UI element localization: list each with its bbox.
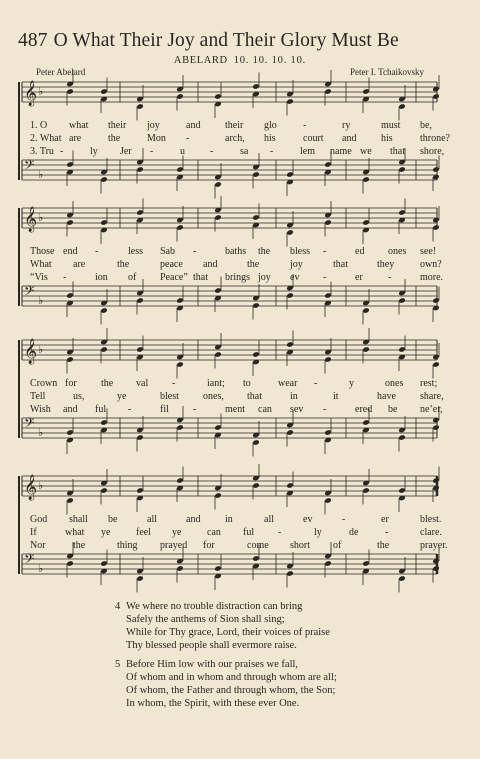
lyric-syllable: in: [290, 391, 298, 402]
lyric-syllable: the: [73, 540, 86, 551]
flat-icon: ♭: [38, 85, 44, 98]
lyric-syllable: ones: [385, 378, 404, 389]
lyric-syllable: -: [323, 404, 327, 415]
flat-icon: ♭: [38, 168, 44, 181]
lyric-syllable: -: [303, 120, 307, 131]
lyric-syllable: arch,: [225, 133, 245, 144]
lyric-syllable: shore,: [420, 146, 445, 157]
lyric-syllable: have: [377, 391, 396, 402]
lyric-syllable: -: [342, 514, 346, 525]
lyric-syllable: ry: [342, 120, 351, 131]
lyric-syllable: court: [303, 133, 324, 144]
lyric-syllable: clare.: [420, 527, 442, 538]
bass-clef-icon: 𝄢: [24, 283, 35, 302]
flat-icon: ♭: [38, 211, 44, 224]
lyric-syllable: his: [381, 133, 393, 144]
lyric-line: [0, 133, 480, 145]
lyric-syllable: rest;: [420, 378, 438, 389]
lyric-syllable: -: [193, 246, 197, 257]
lyric-syllable: wear: [278, 378, 298, 389]
lyric-syllable: all: [264, 514, 274, 525]
hymn-title-text: O What Their Joy and Their Glory Must Be: [53, 30, 399, 51]
lyric-syllable: and: [186, 514, 201, 525]
lyric-syllable: joy: [147, 120, 160, 131]
lyric-syllable: be: [108, 514, 118, 525]
lyric-syllable: -: [323, 246, 327, 257]
lyric-syllable: ones: [388, 246, 407, 257]
lyric-syllable: thing: [117, 540, 138, 551]
flat-icon: ♭: [38, 343, 44, 356]
lyric-syllable: -: [193, 404, 197, 415]
hymn-title: [18, 30, 468, 52]
lyric-syllable: are: [73, 259, 86, 270]
lyric-syllable: shall: [69, 514, 88, 525]
lyric-syllable: that: [333, 259, 348, 270]
lyric-syllable: ye: [172, 527, 182, 538]
lyric-syllable: ered: [355, 404, 373, 415]
lyric-syllable: joy: [258, 272, 271, 283]
lyric-syllable: can: [207, 527, 221, 538]
lyric-syllable: and: [203, 259, 218, 270]
verse-line: Of whom and in whom and through whom are all;: [126, 672, 337, 683]
lyric-line: [0, 514, 480, 526]
lyric-syllable: his: [264, 133, 276, 144]
lyric-syllable: all: [147, 514, 157, 525]
tune-meter: 10. 10. 10. 10.: [233, 55, 307, 66]
lyric-syllable: ful: [243, 527, 255, 538]
lyric-syllable: “Vis: [30, 272, 48, 283]
lyric-syllable: must: [381, 120, 401, 131]
flat-icon: ♭: [38, 562, 44, 575]
lyric-syllable: the: [247, 259, 260, 270]
lyric-syllable: -: [95, 246, 99, 257]
lyric-syllable: blest.: [420, 514, 442, 525]
lyric-syllable: 2. What: [30, 133, 62, 144]
lyric-syllable: less: [128, 246, 143, 257]
lyric-syllable: er: [381, 514, 389, 525]
lyric-syllable: of: [333, 540, 342, 551]
lyric-syllable: -: [385, 527, 389, 538]
lyric-syllable: what: [65, 527, 85, 538]
lyric-syllable: of: [128, 272, 137, 283]
lyric-syllable: and: [63, 404, 78, 415]
lyric-syllable: the: [377, 540, 390, 551]
music-credit: Peter I. Tchaikovsky: [350, 67, 424, 77]
flat-icon: ♭: [38, 479, 44, 492]
treble-clef-icon: 𝄞: [24, 207, 38, 232]
lyric-syllable: ye: [101, 527, 111, 538]
lyric-syllable: Wish: [30, 404, 51, 415]
lyric-syllable: sev: [290, 404, 304, 415]
lyric-line: [0, 540, 480, 552]
lyric-syllable: that: [390, 146, 405, 157]
lyric-syllable: that: [193, 272, 208, 283]
lyric-syllable: Nor: [30, 540, 46, 551]
lyric-syllable: ones,: [203, 391, 224, 402]
lyric-syllable: bless: [290, 246, 310, 257]
bass-clef-icon: 𝄢: [24, 157, 35, 176]
lyric-syllable: see!: [420, 246, 437, 257]
lyric-syllable: ye: [117, 391, 127, 402]
lyric-syllable: -: [270, 146, 274, 157]
lyric-syllable: and: [186, 120, 201, 131]
lyric-line: [0, 120, 480, 132]
bass-clef-icon: 𝄢: [24, 415, 35, 434]
words-credit: Peter Abelard: [36, 67, 86, 77]
lyric-syllable: ed: [355, 246, 365, 257]
lyric-syllable: y: [349, 378, 354, 389]
lyric-line: [0, 146, 480, 158]
lyric-syllable: it: [333, 391, 339, 402]
lyric-syllable: are: [69, 133, 82, 144]
lyric-syllable: us,: [73, 391, 85, 402]
lyric-syllable: er: [355, 272, 363, 283]
verse-line: Before Him low with our praises we fall,: [126, 659, 299, 670]
lyric-syllable: iant;: [207, 378, 225, 389]
lyric-syllable: be: [388, 404, 398, 415]
hymn-number: 487: [18, 30, 48, 51]
lyric-syllable: they: [377, 259, 395, 270]
lyric-syllable: in: [225, 514, 233, 525]
lyric-syllable: share,: [420, 391, 444, 402]
lyric-syllable: the: [117, 259, 130, 270]
verse-4: [115, 600, 455, 652]
lyric-line: [0, 246, 480, 258]
flat-icon: ♭: [38, 426, 44, 439]
lyric-syllable: ly: [90, 146, 98, 157]
lyric-syllable: Sab: [160, 246, 175, 257]
lyric-line: [0, 272, 480, 284]
verse-line: Of whom, the Father and through whom, the Son;: [126, 685, 336, 696]
lyric-line: [0, 527, 480, 539]
lyric-syllable: -: [210, 146, 214, 157]
lyric-syllable: fil: [160, 404, 169, 415]
lyric-syllable: prayer.: [420, 540, 448, 551]
treble-clef-icon: 𝄞: [24, 81, 38, 106]
lyric-syllable: de: [349, 527, 359, 538]
lyric-syllable: -: [314, 378, 318, 389]
lyric-syllable: blest: [160, 391, 179, 402]
lyric-syllable: short: [290, 540, 310, 551]
verse-line: While for Thy grace, Lord, their voices of praise: [126, 627, 330, 638]
verse-5: [115, 658, 455, 710]
lyric-syllable: peace: [160, 259, 183, 270]
lyric-syllable: own?: [420, 259, 442, 270]
lyric-syllable: -: [186, 133, 190, 144]
lyric-syllable: end: [63, 246, 78, 257]
lyric-syllable: to: [243, 378, 251, 389]
lyric-syllable: glo: [264, 120, 277, 131]
lyric-syllable: -: [388, 272, 392, 283]
lyric-syllable: Crown: [30, 378, 58, 389]
lyric-syllable: for: [65, 378, 77, 389]
lyric-line: [0, 259, 480, 271]
lyric-syllable: sa: [240, 146, 249, 157]
lyric-syllable: Jer: [120, 146, 132, 157]
verse-line: In whom, the Spirit, with these ever One.: [126, 698, 300, 709]
lyric-syllable: their: [225, 120, 244, 131]
lyric-syllable: What: [30, 259, 52, 270]
lyric-syllable: more.: [420, 272, 444, 283]
lyric-syllable: that: [247, 391, 262, 402]
lyric-syllable: -: [172, 378, 176, 389]
lyric-syllable: -: [63, 272, 67, 283]
lyric-syllable: can: [258, 404, 272, 415]
lyric-syllable: baths: [225, 246, 247, 257]
lyric-syllable: -: [128, 404, 132, 415]
lyric-syllable: the: [108, 133, 121, 144]
verse-number: 4: [115, 601, 121, 612]
flat-icon: ♭: [38, 294, 44, 307]
lyric-syllable: God: [30, 514, 48, 525]
lyric-line: [0, 391, 480, 403]
lyric-syllable: come: [247, 540, 269, 551]
tune-name: ABELARD: [173, 55, 228, 66]
lyric-line: [0, 404, 480, 416]
lyric-syllable: prayed: [160, 540, 188, 551]
lyric-syllable: -: [323, 272, 327, 283]
lyric-syllable: ly: [314, 527, 322, 538]
lyric-syllable: brings: [225, 272, 250, 283]
additional-verses: [115, 600, 455, 716]
lyric-syllable: -: [60, 146, 64, 157]
lyric-syllable: throne?: [420, 133, 450, 144]
lyric-syllable: 1. O: [30, 120, 48, 131]
lyric-syllable: what: [69, 120, 89, 131]
lyric-syllable: -: [278, 527, 282, 538]
lyric-syllable: their: [108, 120, 127, 131]
treble-clef-icon: 𝄞: [24, 475, 38, 500]
tune-info: [0, 55, 480, 66]
verse-line: Thy blessed people shall evermore raise.: [126, 640, 297, 651]
lyric-syllable: Mon: [147, 133, 166, 144]
lyric-syllable: If: [30, 527, 37, 538]
lyric-syllable: Peace”: [160, 272, 188, 283]
treble-clef-icon: 𝄞: [24, 339, 38, 364]
lyric-syllable: we: [360, 146, 372, 157]
lyric-syllable: ful: [95, 404, 107, 415]
lyric-syllable: -: [150, 146, 154, 157]
lyric-syllable: Those: [30, 246, 55, 257]
lyric-syllable: the: [258, 246, 271, 257]
lyric-syllable: the: [101, 378, 114, 389]
lyric-syllable: ne’er,: [420, 404, 443, 415]
lyric-syllable: ev: [290, 272, 300, 283]
lyric-syllable: ment: [225, 404, 245, 415]
lyric-syllable: Tell: [30, 391, 46, 402]
lyric-syllable: 3. Tru: [30, 146, 54, 157]
lyric-syllable: name: [330, 146, 352, 157]
lyric-syllable: for: [203, 540, 215, 551]
bass-clef-icon: 𝄢: [24, 551, 35, 570]
lyric-line: [0, 378, 480, 390]
verse-line: Safely the anthems of Sion shall sing;: [126, 614, 285, 625]
lyric-syllable: be,: [420, 120, 432, 131]
lyric-syllable: val: [136, 378, 149, 389]
lyric-syllable: ev: [303, 514, 313, 525]
verse-number: 5: [115, 659, 121, 670]
lyric-syllable: and: [342, 133, 357, 144]
verse-line: We where no trouble distraction can bring: [126, 601, 303, 612]
lyric-syllable: joy: [290, 259, 303, 270]
lyric-syllable: u: [180, 146, 185, 157]
lyric-syllable: feel: [136, 527, 151, 538]
lyric-syllable: lem: [300, 146, 315, 157]
lyric-syllable: ion: [95, 272, 108, 283]
